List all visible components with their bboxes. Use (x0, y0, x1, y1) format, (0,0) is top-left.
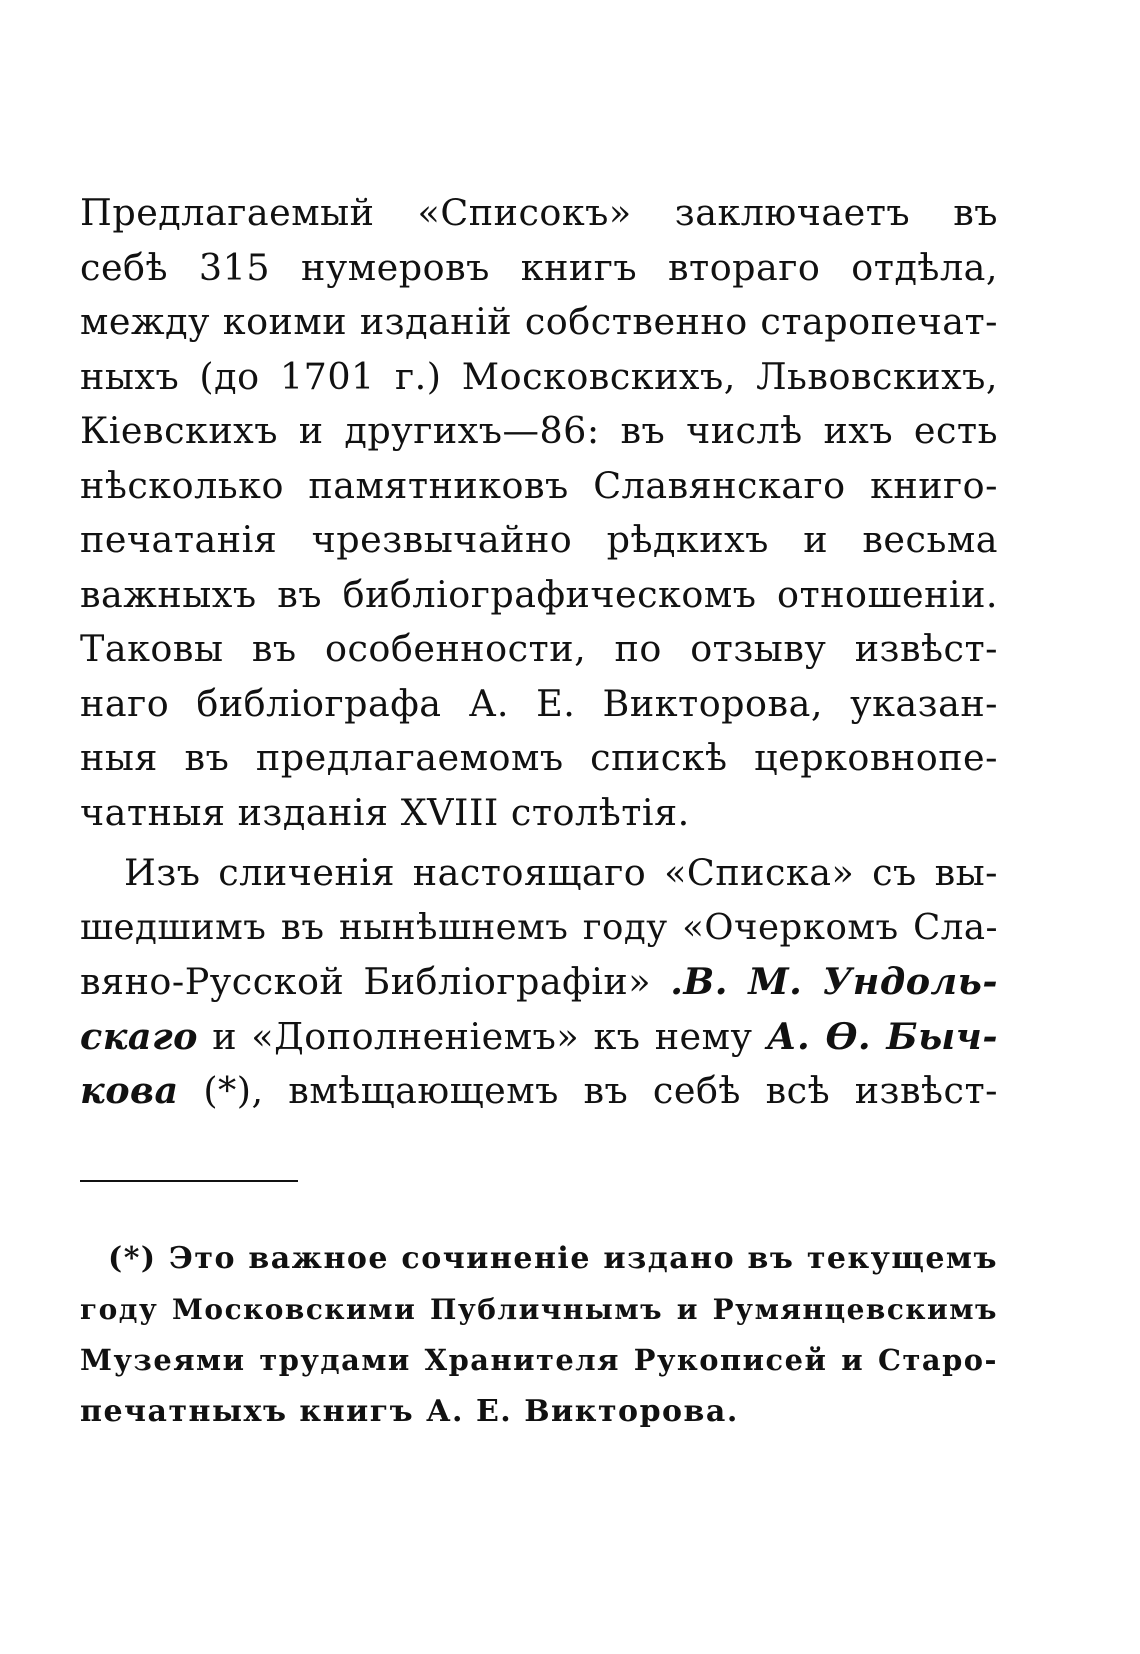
paragraph-2 (80, 846, 998, 901)
text-line: чатныя изданія XVIII столѣтія. (80, 790, 690, 834)
text-line (80, 1064, 998, 1119)
paragraph-1 (80, 186, 998, 840)
text-run: и «Дополненіемъ» къ нему (197, 1014, 767, 1058)
text-line (80, 955, 998, 1010)
footnote-line: печатныхъ книгъ А. Е. Викторова. (80, 1394, 739, 1429)
footnote-divider (80, 1180, 298, 1182)
footnote-line: Музеями трудами Хранителя Рукописей и Старо- (80, 1343, 998, 1377)
text-line: Предлагаемый «Списокъ» заключаетъ въ (80, 191, 998, 234)
author-name: кова (80, 1069, 179, 1112)
paragraph-2-continued (80, 901, 998, 1119)
text-line: печатанія чрезвычайно рѣдкихъ и весьма (80, 518, 998, 561)
author-name: .В. М. Ундоль- (670, 960, 998, 1003)
text-run: вяно-Русской Библіографіи» (80, 960, 671, 1003)
text-line: нѣсколько памятниковъ Славянскаго книго- (80, 463, 998, 507)
text-line: между коими изданій собственно старопечат- (80, 300, 998, 343)
text-line (80, 1010, 998, 1065)
footnote (80, 1233, 998, 1437)
text-line: себѣ 315 нумеровъ книгъ втораго отдѣла, (80, 245, 998, 289)
text-line: Изъ сличенія настоящаго «Списка» съ вы- (124, 851, 998, 894)
footnote-line: году Московскими Публичнымъ и Румянцевскимъ (80, 1293, 998, 1326)
text-line: Таковы въ особенности, по отзыву извѣст- (80, 627, 998, 670)
text-line: Кіевскихъ и другихъ—86: въ числѣ ихъ есть (80, 409, 998, 452)
main-text (80, 186, 998, 1119)
author-name: скаго (80, 1014, 198, 1058)
text-line: ныхъ (до 1701 г.) Московскихъ, Львовскихъ, (80, 354, 998, 398)
author-name: А. Ѳ. Быч- (766, 1014, 998, 1058)
footnote-line: (*) Это важное сочиненіе издано въ текущемъ (108, 1241, 998, 1276)
text-line: наго библіографа А. Е. Викторова, указан- (80, 681, 998, 725)
text-line: шедшимъ въ нынѣшнемъ году «Очеркомъ Сла- (80, 906, 998, 948)
text-line: важныхъ въ библіографическомъ отношеніи. (80, 572, 998, 616)
text-line: ныя въ предлагаемомъ спискѣ церковнопе- (80, 736, 998, 779)
text-run: (*), вмѣщающемъ въ себѣ всѣ извѣст- (178, 1069, 998, 1112)
